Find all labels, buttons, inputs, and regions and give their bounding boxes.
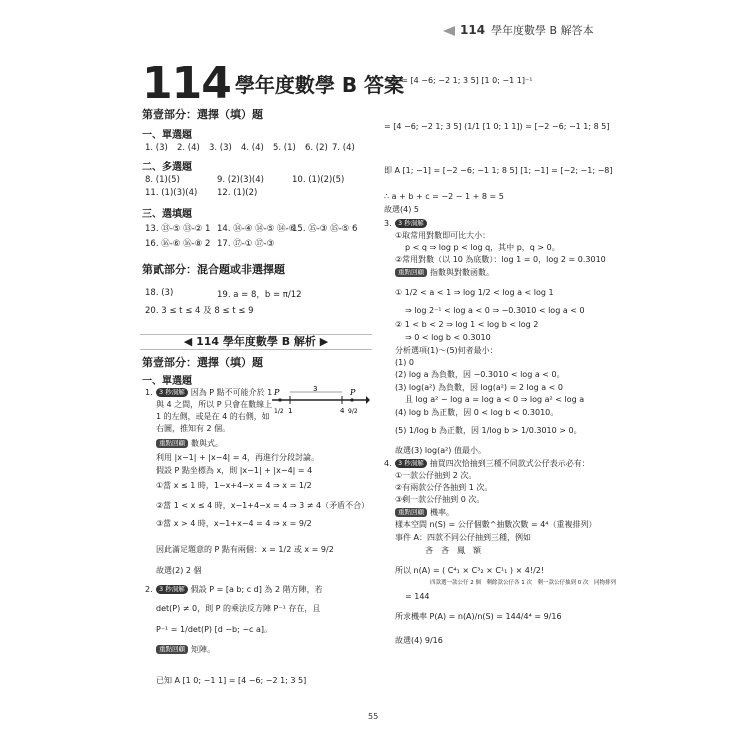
q2-line: P⁻¹ = 1/det(P) [d −b; −c a]。 (156, 625, 273, 634)
q4-line: ③剩一款公仔抽到 0 次。 (395, 495, 485, 504)
q3-line: ②常用對數（以 10 為底數）：log 1 = 0，log 2 = 0.3010 (395, 255, 606, 264)
answer-item: 11. (1)(3)(4) (145, 188, 198, 198)
q3-body: ⇒ log 2⁻¹ < log a < 0 ⇒ −0.3010 < log a < 0 (405, 306, 585, 315)
answer-item: 9. (2)(3)(4) (217, 175, 264, 185)
q3-body: ① 1/2 < a < 1 ⇒ log 1/2 < log a < log 1 (395, 288, 554, 297)
right-line: 故選(4) 5 (384, 205, 419, 214)
q4-review: 重點回顧 機率。 (395, 508, 454, 518)
label-one: 1 (288, 407, 293, 415)
answers-part1-heading: 第壹部分：選擇（填）題 (142, 108, 263, 121)
title-number: 114 (142, 58, 231, 109)
quick-solve-badge: 3 秒洞解 (156, 388, 188, 396)
page-title (142, 58, 404, 109)
analysis-band: ◀ 114 學年度數學 B 解析 ▶ (140, 334, 372, 350)
q4-body: = 144 (405, 592, 430, 601)
q4-line: 3 秒洞解 抽買四次恰抽到三種不同款式公仔表示必有： (395, 459, 590, 469)
q1-line: 右圖，推知有 2 個。 (156, 424, 231, 433)
answer-item: 18. (3) (145, 288, 174, 298)
answer-item: 16. ⑯-⑥ ⑯-⑧ 2 (145, 239, 211, 249)
q3-body: 且 log a² − log a = log a < 0 ⇒ log a² < log a (405, 395, 585, 404)
answer-item: 5. (1) (273, 143, 296, 153)
q3-line: p < q ⇒ log p < log q，其中 p，q > 0。 (405, 243, 560, 252)
q3-number: 3. (384, 219, 392, 228)
answer-item: 10. (1)(2)(5) (292, 175, 345, 185)
right-line: ⇒ A = [4 −6; −2 1; 3 5] [1 0; −1 1]⁻¹ (384, 76, 533, 85)
q3-body: (4) log b 為正數，因 0 < log b < 0.3010。 (395, 408, 559, 417)
running-header (460, 22, 594, 38)
answer-item: 2. (4) (177, 143, 200, 153)
left-single-heading: 一、單選題 (142, 376, 192, 387)
q3-line (395, 219, 430, 229)
answer-item: 14. ⑭-④ ⑭-⑤ ⑭-⑥ (217, 224, 297, 234)
answers-multi-heading: 二、多選題 (142, 162, 192, 173)
q4-body: 故選(4) 9/16 (395, 636, 443, 645)
q1-body: ①當 x ≤ 1 時，1−x+4−x = 4 ⇒ x = 1/2 (156, 481, 312, 490)
q3-body: (5) 1/log b 為正數，因 1/log b > 1/0.3010 > 0。 (395, 426, 582, 435)
q4-number: 4. (384, 459, 392, 468)
answer-item: 20. 3 ≤ t ≤ 4 及 8 ≤ t ≤ 9 (145, 306, 254, 316)
q1-line: 1 的左側，或是在 4 的右側，如 (156, 412, 270, 421)
q1-number: 1. (145, 388, 153, 397)
q4-body: 所以 n(A) = ( C⁴₁ × C³₂ × C¹₁ ) × 4!/2! (395, 566, 545, 575)
answer-item: 7. (4) (332, 143, 355, 153)
answer-item: 3. (3) (209, 143, 232, 153)
q1-line: 與 4 之間，所以 P 只會在數線上 (156, 400, 273, 409)
answer-item: 13. ⑬-⑤ ⑬-② 1 (145, 224, 211, 234)
key-review-tag: 重點回顧 (156, 439, 188, 447)
q4-body: 吝 吝 鳳 額 (425, 546, 481, 555)
q2-line: det(P) ≠ 0，則 P 的乘法反方陣 P⁻¹ 存在，且 (156, 604, 321, 613)
answer-item: 15. ⑮-③ ⑮-⑤ 6 (292, 224, 358, 234)
q4-body: 所求機率 P(A) = n(A)/n(S) = 144/4⁴ = 9/16 (395, 612, 562, 621)
label-nine-half: 9/2 (348, 408, 358, 415)
page-number: 55 (368, 712, 379, 721)
q4-line: ①一款公仔抽到 2 次。 (395, 471, 477, 480)
q3-body: 分析選項(1)～(5)何者最小： (395, 346, 498, 355)
q1-body: 利用 |x−1| + |x−4| = 4，再進行分段討論。 (156, 453, 320, 462)
q1-body: 因此滿足題意的 P 點有兩個：x = 1/2 或 x = 9/2 (156, 545, 334, 554)
q2-number: 2. (145, 585, 153, 594)
quick-solve-badge: 3 秒洞解 (395, 459, 427, 467)
label-p-left: P (274, 388, 280, 397)
answer-item: 19. a = 8，b = π/12 (217, 290, 302, 300)
answers-fill-heading: 三、選填題 (142, 209, 192, 220)
q4-body: 樣本空間 n(S) = 公仔個數^抽數次數 = 4⁴（重複排列） (395, 520, 597, 529)
key-review-tag: 重點回顧 (395, 508, 427, 516)
q1-review: 重點回顧 數與式。 (156, 439, 223, 449)
q2-review: 重點回顧 矩陣。 (156, 645, 215, 655)
q2-last: 已知 A [1 0; −1 1] = [4 −6; −2 1; 3 5] (156, 676, 307, 685)
key-review-tag: 重點回顧 (156, 645, 188, 653)
right-line: 即 A [1; −1] = [−2 −6; −1 1; 8 5] [1; −1] = [−2; −1; −8] (384, 166, 613, 175)
label-p-right: P (350, 388, 356, 397)
q3-body: ⇒ 0 < log b < 0.3010 (405, 333, 491, 342)
q3-body: (3) log(a²) 為負數，因 log(a²) = 2 log a < 0 (395, 383, 563, 392)
quick-solve-badge: 3 秒洞解 (395, 219, 427, 227)
point-p-left (278, 398, 281, 401)
answer-item: 1. (3) (145, 143, 168, 153)
q3-body: ② 1 < b < 2 ⇒ log 1 < log b < log 2 (395, 320, 539, 329)
answers-single-heading: 一、單選題 (142, 130, 192, 141)
point-p-right (350, 398, 353, 401)
answer-item: 6. (2) (305, 143, 328, 153)
answers-part2-heading: 第貳部分：混合題或非選擇題 (142, 263, 285, 276)
answer-item: 17. ⑰-① ⑰-③ (217, 239, 275, 249)
q2-line: 3 秒洞解 假設 P = [a b; c d] 為 2 階方陣，若 (156, 585, 323, 595)
q4-body: 事件 A：四款不同公仔抽到三種，例如 (395, 533, 532, 542)
answer-item: 8. (1)(5) (145, 175, 180, 185)
q4-body: 四款選一款公仔 2 個 剩餘款公仔各 1 次 剩一款公仔抽到 0 次 同物排列 (430, 580, 616, 586)
q3-body: (1) 0 (395, 358, 414, 367)
q3-body: (2) log a 為負數，因 −0.3010 < log a < 0。 (395, 370, 565, 379)
q3-review: 重點回顧 指數與對數函數。 (395, 268, 494, 278)
header-arrow-icon (443, 26, 455, 36)
q1-line: 3 秒洞解 因為 P 點不可能介於 1 (156, 388, 272, 398)
label-half: 1/2 (274, 408, 284, 415)
number-line-arrow-icon (366, 396, 370, 404)
label-distance: 3 (313, 386, 318, 393)
q1-body: 假設 P 點坐標為 x，則 |x−1| + |x−4| = 4 (156, 466, 313, 475)
left-part1-heading: 第壹部分：選擇（填）題 (142, 356, 263, 369)
q3-line: ①取常用對數即可比大小： (395, 231, 491, 240)
label-four: 4 (340, 407, 345, 415)
q4-line: ②有兩款公仔各抽到 1 次。 (395, 483, 493, 492)
answer-item: 4. (4) (241, 143, 264, 153)
header-text: 學年度數學 B 解答本 (491, 24, 594, 37)
header-number: 114 (460, 23, 486, 37)
q1-body: 故選(2) 2 個 (156, 566, 202, 575)
q3-body: 故選(3) log(a²) 值最小。 (395, 446, 486, 455)
key-review-tag: 重點回顧 (395, 268, 427, 276)
q1-body: ③當 x > 4 時，x−1+x−4 = 4 ⇒ x = 9/2 (156, 519, 312, 528)
quick-solve-badge: 3 秒洞解 (156, 585, 188, 593)
number-line-diagram (270, 386, 370, 418)
title-text: 學年度數學 B 答案 (234, 73, 405, 97)
right-line: = [4 −6; −2 1; 3 5] (1/1 [1 0; 1 1]) = [−2 −6; −1 1; 8 5] (384, 122, 610, 131)
right-line: ∴ a + b + c = −2 − 1 + 8 = 5 (384, 192, 504, 201)
answer-item: 12. (1)(2) (217, 188, 258, 198)
q1-body: ②當 1 < x ≤ 4 時，x−1+4−x = 4 ⇒ 3 ≠ 4（矛盾不合） (156, 501, 370, 510)
